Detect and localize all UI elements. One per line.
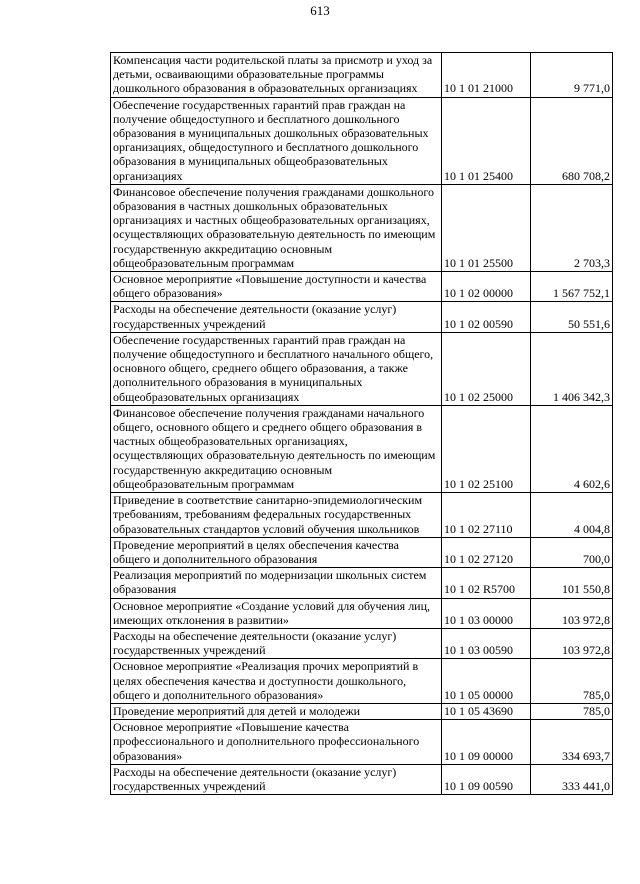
row-code-cell: 10 1 02 R5700 — [442, 568, 531, 598]
row-name-cell: Финансовое обеспечение получения гражданами дошкольного образования в частных дошкольных образовательных организациях и частных общеобразовательных организациях, осуществляющих образовательную деятельность по имеющим государственную аккредитацию основным общеобразовательным программам — [111, 184, 442, 271]
table-row — [111, 659, 613, 704]
table-row — [111, 184, 613, 271]
row-code-cell: 10 1 02 25000 — [442, 332, 531, 405]
row-code-cell: 10 1 02 00000 — [442, 272, 531, 302]
table-row — [111, 537, 613, 567]
row-amount-cell: 103 972,8 — [531, 628, 613, 658]
row-code-cell: 10 1 01 21000 — [442, 53, 531, 98]
row-code-cell: 10 1 01 25400 — [442, 97, 531, 184]
budget-table — [110, 52, 613, 795]
row-amount-cell: 50 551,6 — [531, 302, 613, 332]
table-row — [111, 302, 613, 332]
row-amount-cell: 785,0 — [531, 659, 613, 704]
row-amount-cell: 9 771,0 — [531, 53, 613, 98]
table-row — [111, 332, 613, 405]
table-row — [111, 272, 613, 302]
row-amount-cell: 1 406 342,3 — [531, 332, 613, 405]
row-amount-cell: 785,0 — [531, 703, 613, 719]
row-name-cell: Обеспечение государственных гарантий прав граждан на получение общедоступного и бесплатного начального общего, основного общего, среднего общего образования, а также дополнительного образования в муниципальных общеобразовательных организациях — [111, 332, 442, 405]
row-name-cell: Реализация мероприятий по модернизации школьных систем образования — [111, 568, 442, 598]
row-code-cell: 10 1 02 27120 — [442, 537, 531, 567]
table-row — [111, 764, 613, 794]
row-amount-cell: 101 550,8 — [531, 568, 613, 598]
row-name-cell: Обеспечение государственных гарантий прав граждан на получение общедоступного и бесплатного дошкольного образования в муниципальных дошкольных образовательных организациях, общедоступного и бесплатного дошкольного образования в муниципальных общеобразовательных организациях — [111, 97, 442, 184]
row-amount-cell: 103 972,8 — [531, 598, 613, 628]
row-amount-cell: 333 441,0 — [531, 764, 613, 794]
row-name-cell: Проведение мероприятий для детей и молодежи — [111, 703, 442, 719]
row-name-cell: Расходы на обеспечение деятельности (оказание услуг) государственных учреждений — [111, 302, 442, 332]
row-name-cell: Основное мероприятие «Повышение качества профессионального и дополнительного профессионального образования» — [111, 720, 442, 765]
row-name-cell: Основное мероприятие «Реализация прочих мероприятий в целях обеспечения качества и доступности дошкольного, общего и дополнительного образования» — [111, 659, 442, 704]
row-amount-cell: 4 004,8 — [531, 493, 613, 538]
row-code-cell: 10 1 03 00000 — [442, 598, 531, 628]
table-row — [111, 405, 613, 492]
row-amount-cell: 1 567 752,1 — [531, 272, 613, 302]
table-row — [111, 53, 613, 98]
row-code-cell: 10 1 02 27110 — [442, 493, 531, 538]
row-name-cell: Финансовое обеспечение получения гражданами начального общего, основного общего и среднего общего образования в частных общеобразовательных организациях, осуществляющих образовательную деятельность по имеющим государственную аккредитацию основным общеобразовательным программам — [111, 405, 442, 492]
row-amount-cell: 700,0 — [531, 537, 613, 567]
row-code-cell: 10 1 03 00590 — [442, 628, 531, 658]
row-name-cell: Расходы на обеспечение деятельности (оказание услуг) государственных учреждений — [111, 764, 442, 794]
row-name-cell: Основное мероприятие «Повышение доступности и качества общего образования» — [111, 272, 442, 302]
row-code-cell: 10 1 05 43690 — [442, 703, 531, 719]
row-name-cell: Компенсация части родительской платы за присмотр и уход за детьми, осваивающими образовательные программы дошкольного образования в образовательных организациях — [111, 53, 442, 98]
row-code-cell: 10 1 01 25500 — [442, 184, 531, 271]
row-code-cell: 10 1 09 00000 — [442, 720, 531, 765]
table-row — [111, 493, 613, 538]
row-name-cell: Проведение мероприятий в целях обеспечения качества общего и дополнительного образования — [111, 537, 442, 567]
row-name-cell: Основное мероприятие «Создание условий для обучения лиц, имеющих отклонения в развитии» — [111, 598, 442, 628]
row-code-cell: 10 1 09 00590 — [442, 764, 531, 794]
table-row — [111, 598, 613, 628]
row-name-cell: Расходы на обеспечение деятельности (оказание услуг) государственных учреждений — [111, 628, 442, 658]
row-amount-cell: 680 708,2 — [531, 97, 613, 184]
row-amount-cell: 334 693,7 — [531, 720, 613, 765]
row-code-cell: 10 1 02 00590 — [442, 302, 531, 332]
row-code-cell: 10 1 05 00000 — [442, 659, 531, 704]
table-row — [111, 97, 613, 184]
row-name-cell: Приведение в соответствие санитарно-эпидемиологическим требованиям, требованиям федеральных государственных образовательных стандартов условий обучения школьников — [111, 493, 442, 538]
table-row — [111, 568, 613, 598]
row-code-cell: 10 1 02 25100 — [442, 405, 531, 492]
row-amount-cell: 4 602,6 — [531, 405, 613, 492]
table-row — [111, 703, 613, 719]
row-amount-cell: 2 703,3 — [531, 184, 613, 271]
table-row — [111, 720, 613, 765]
table-row — [111, 628, 613, 658]
page-number: 613 — [310, 3, 330, 18]
